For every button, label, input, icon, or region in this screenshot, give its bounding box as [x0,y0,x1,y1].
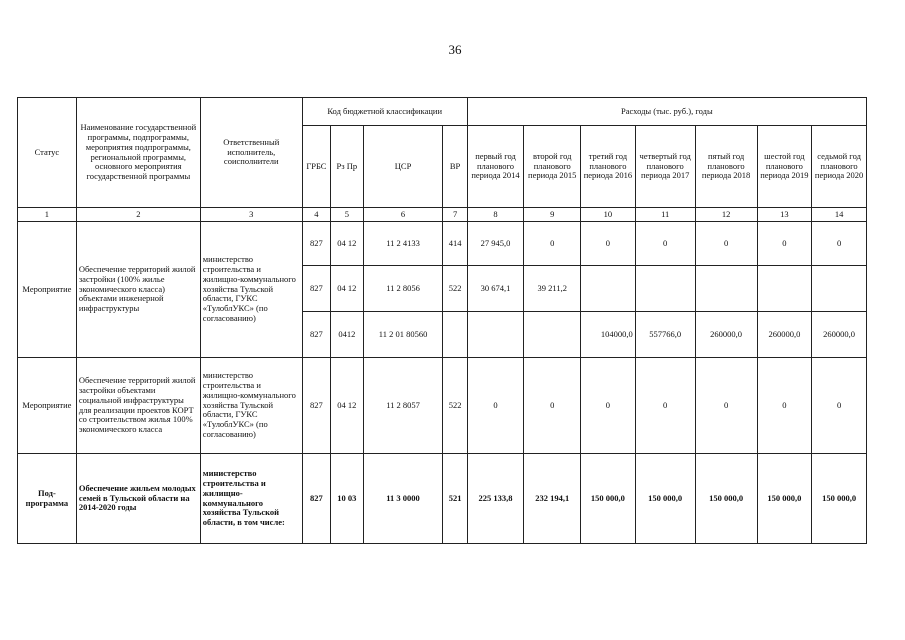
cell-rzpr: 04 12 [331,266,364,312]
header-expenses: Расходы (тыс. руб.), годы [467,98,866,126]
cell-vr: 521 [443,454,467,544]
cell-csr: 11 3 0000 [363,454,443,544]
header-row-1 [18,98,867,126]
cell-value: 232 194,1 [524,454,581,544]
cell-csr: 11 2 8056 [363,266,443,312]
column-number: 10 [581,208,636,222]
cell-value: 0 [812,222,867,266]
column-number: 2 [76,208,200,222]
cell-value [757,266,812,312]
row-status: Мероприятие [18,222,77,358]
cell-rzpr: 04 12 [331,222,364,266]
row-name: Обеспечение территорий жилой застройки объектами социальной инфраструктуры для реализации проектов КОРТ со строительством жилья 100% экономического класса [76,358,200,454]
cell-rzpr: 10 03 [331,454,364,544]
row-status: Под-программа [18,454,77,544]
cell-value: 150 000,0 [757,454,812,544]
row-status: Мероприятие [18,358,77,454]
cell-value: 150 000,0 [812,454,867,544]
header-year-2019: шестой год планового периода 2019 [757,126,812,208]
column-number: 7 [443,208,467,222]
cell-value: 150 000,0 [581,454,636,544]
cell-value [467,312,524,358]
header-vr: ВР [443,126,467,208]
table-row [18,358,867,454]
cell-value: 260000,0 [757,312,812,358]
column-number: 4 [302,208,330,222]
header-executor: Ответственный исполнитель, соисполнители [200,98,302,208]
cell-value [524,312,581,358]
header-year-2015: второй год планового периода 2015 [524,126,581,208]
cell-value: 0 [757,358,812,454]
table-row [18,454,867,544]
header-name: Наименование государственной программы, подпрограммы, мероприятия подпрограммы, региональной программы, основного мероприятия государственной программы [76,98,200,208]
cell-value: 260000,0 [695,312,757,358]
column-number: 1 [18,208,77,222]
row-executor: министерство строительства и жилищно-коммунального хозяйства Тульской области, в том числе: [200,454,302,544]
header-status: Статус [18,98,77,208]
cell-value: 225 133,8 [467,454,524,544]
cell-value: 39 211,2 [524,266,581,312]
cell-rzpr: 04 12 [331,358,364,454]
header-csr: ЦСР [363,126,443,208]
column-number: 11 [635,208,695,222]
cell-grbs: 827 [302,454,330,544]
cell-csr: 11 2 4133 [363,222,443,266]
cell-value [581,266,636,312]
cell-csr: 11 2 01 80560 [363,312,443,358]
cell-value: 150 000,0 [635,454,695,544]
cell-rzpr: 0412 [331,312,364,358]
cell-value: 0 [524,222,581,266]
cell-value [635,266,695,312]
cell-value: 0 [695,222,757,266]
cell-value: 0 [467,358,524,454]
column-number: 14 [812,208,867,222]
cell-vr: 522 [443,358,467,454]
row-executor: министерство строительства и жилищно-коммунального хозяйства Тульской области, ГУКС «ТулоблУКС» (по согласованию) [200,222,302,358]
budget-table [17,97,867,544]
cell-value: 0 [581,358,636,454]
column-number: 5 [331,208,364,222]
header-year-2018: пятый год планового периода 2018 [695,126,757,208]
column-number: 6 [363,208,443,222]
row-name: Обеспечение жильем молодых семей в Тульской области на 2014-2020 годы [76,454,200,544]
cell-grbs: 827 [302,358,330,454]
cell-value: 0 [524,358,581,454]
cell-value: 0 [812,358,867,454]
table-row [18,222,867,266]
column-number: 8 [467,208,524,222]
cell-value: 104000,0 [581,312,636,358]
cell-value: 0 [635,358,695,454]
cell-value: 557766,0 [635,312,695,358]
cell-grbs: 827 [302,222,330,266]
cell-vr: 522 [443,266,467,312]
cell-value: 0 [581,222,636,266]
row-name: Обеспечение территорий жилой застройки (100% жилье экономического класса) объектами инженерной инфраструктуры [76,222,200,358]
header-grbs: ГРБС [302,126,330,208]
column-number: 3 [200,208,302,222]
cell-csr: 11 2 8057 [363,358,443,454]
cell-value: 0 [757,222,812,266]
cell-grbs: 827 [302,312,330,358]
cell-value [695,266,757,312]
header-year-2014: первый год планового периода 2014 [467,126,524,208]
cell-vr: 414 [443,222,467,266]
row-executor: министерство строительства и жилищно-коммунального хозяйства Тульской области, ГУКС «ТулоблУКС» (по согласованию) [200,358,302,454]
cell-vr [443,312,467,358]
cell-value: 0 [695,358,757,454]
column-number-row [18,208,867,222]
cell-value: 27 945,0 [467,222,524,266]
header-year-2017: четвертый год планового периода 2017 [635,126,695,208]
column-number: 13 [757,208,812,222]
page-number: 36 [448,42,462,57]
column-number: 12 [695,208,757,222]
header-rzpr: Рз Пр [331,126,364,208]
cell-value [812,266,867,312]
column-number: 9 [524,208,581,222]
cell-value: 30 674,1 [467,266,524,312]
header-budget-code: Код бюджетной классификации [302,98,467,126]
header-year-2020: седьмой год планового периода 2020 [812,126,867,208]
cell-value: 260000,0 [812,312,867,358]
cell-grbs: 827 [302,266,330,312]
cell-value: 150 000,0 [695,454,757,544]
cell-value: 0 [635,222,695,266]
header-year-2016: третий год планового периода 2016 [581,126,636,208]
